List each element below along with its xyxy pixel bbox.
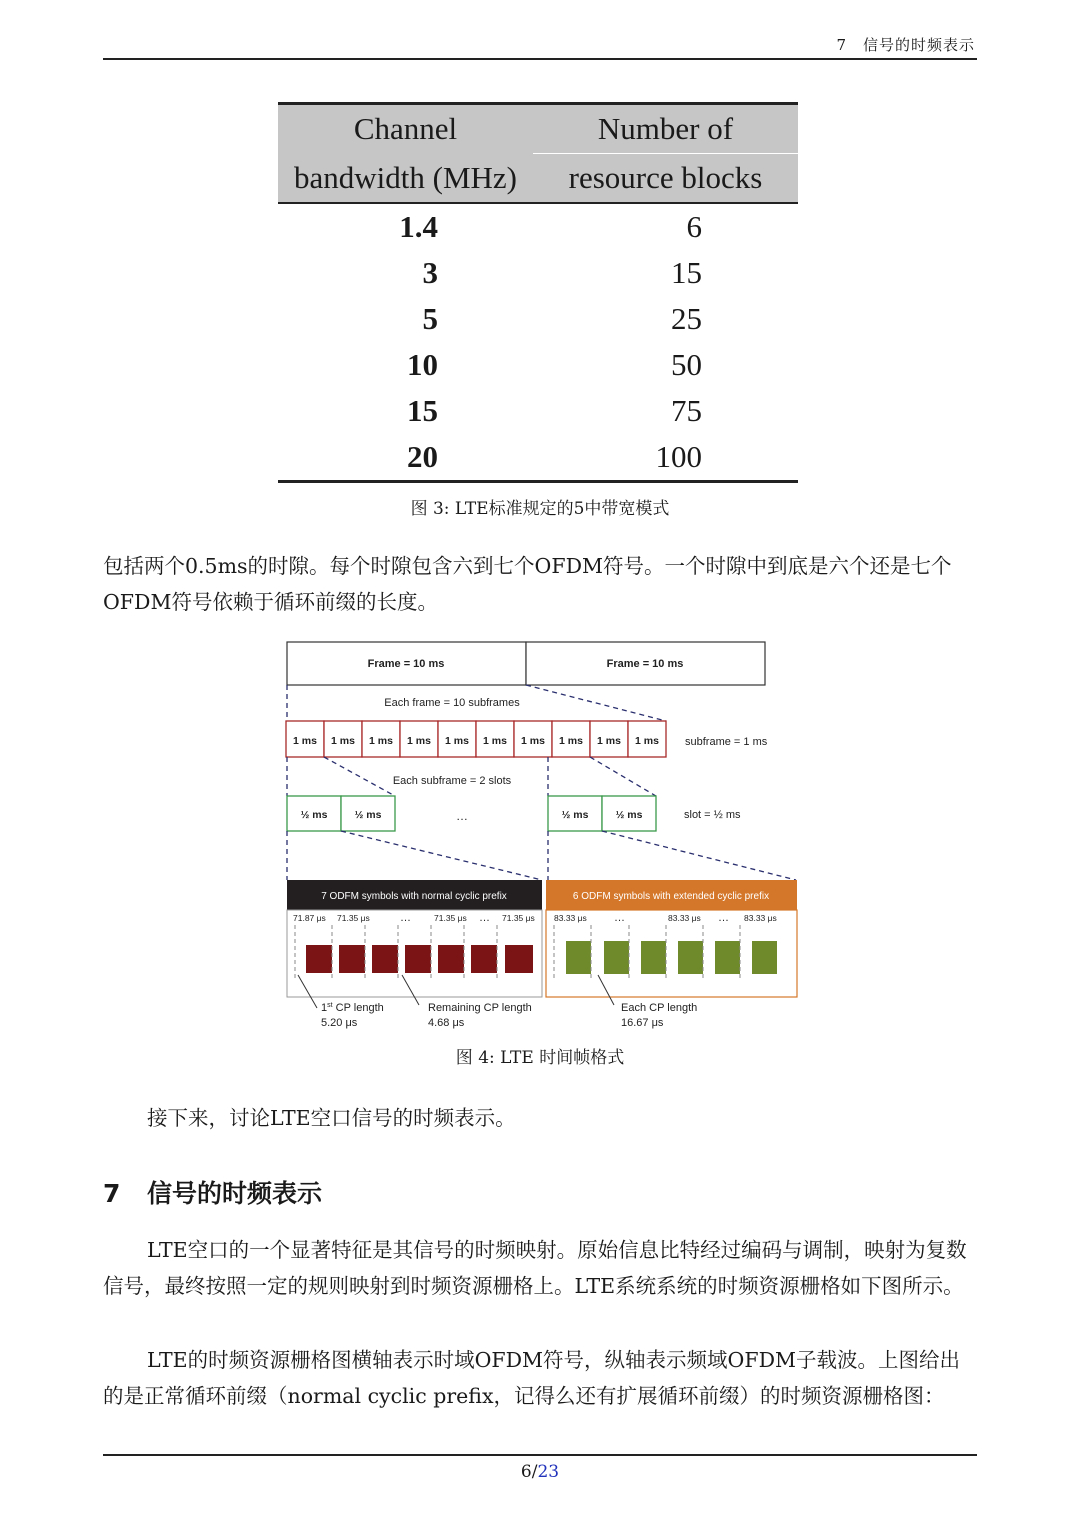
blocks-cell: 50 xyxy=(671,347,702,382)
extended-time-label: 83.33 μs xyxy=(668,913,701,923)
bandwidth-table xyxy=(278,102,798,483)
table-row xyxy=(278,434,798,482)
subframe-label: 1 ms xyxy=(635,735,659,747)
bandwidth-cell: 10 xyxy=(407,347,438,382)
table-row xyxy=(278,203,798,250)
table-row xyxy=(278,250,798,296)
bandwidth-cell: 3 xyxy=(422,255,438,290)
slot-label: ½ ms xyxy=(300,809,328,821)
table-row xyxy=(278,296,798,342)
subframe-label: 1 ms xyxy=(445,735,469,747)
bandwidth-cell: 20 xyxy=(278,434,533,482)
extended-cp-title: 6 ODFM symbols with extended cyclic prefix xyxy=(572,891,770,902)
bandwidth-cell: 1.4 xyxy=(399,209,438,244)
subframe-label: 1 ms xyxy=(293,735,317,747)
lte-frame-diagram xyxy=(284,640,804,1032)
section-heading xyxy=(103,1174,322,1210)
subframe-label: 1 ms xyxy=(559,735,583,747)
normal-time-label: 71.35 μs xyxy=(502,913,535,923)
remaining-cp-length-label: Remaining CP length xyxy=(428,1002,532,1014)
extended-time-label: 83.33 μs xyxy=(744,913,777,923)
each-cp-length-label: Each CP length xyxy=(621,1002,698,1014)
subframe-label: 1 ms xyxy=(597,735,621,747)
blocks-cell: 25 xyxy=(671,301,702,336)
slot-ellipsis: … xyxy=(456,809,468,823)
bandwidth-cell: 5 xyxy=(422,301,438,336)
each-cp-length-value: 16.67 μs xyxy=(621,1017,664,1029)
footer-rule xyxy=(103,1454,977,1456)
remaining-cp-length-value: 4.68 μs xyxy=(428,1017,465,1029)
extended-ellipsis: … xyxy=(614,912,625,924)
extended-time-label: 83.33 μs xyxy=(554,913,587,923)
header-channel-line2: bandwidth (MHz) xyxy=(278,154,533,204)
slot-label: ½ ms xyxy=(354,809,382,821)
paragraph-mapping: LTE空口的一个显著特征是其信号的时频映射。原始信息比特经过编码与调制，映射为复数信号，最终按照一定的规则映射到时频资源栅格上。LTE系统系统的时频资源栅格如下图所示。 xyxy=(103,1238,967,1298)
normal-ellipsis: … xyxy=(400,912,411,924)
first-cp-length-value: 5.20 μs xyxy=(321,1017,358,1029)
table-row xyxy=(278,388,798,434)
slot-label: ½ ms xyxy=(615,809,643,821)
each-subframe-label: Each subframe = 2 slots xyxy=(392,775,512,787)
table-row xyxy=(278,342,798,388)
running-header-text: 7 信号的时频表示 xyxy=(836,36,975,54)
normal-time-label: 71.87 μs xyxy=(293,913,326,923)
subframe-label: 1 ms xyxy=(521,735,545,747)
normal-ellipsis: … xyxy=(479,912,490,924)
blocks-cell: 15 xyxy=(671,255,702,290)
page-number xyxy=(0,1462,1080,1482)
normal-time-label: 71.35 μs xyxy=(337,913,370,923)
slot-eq-label: slot = ½ ms xyxy=(684,809,741,821)
normal-time-label: 71.35 μs xyxy=(434,913,467,923)
subframe-label: 1 ms xyxy=(407,735,431,747)
header-rb-line2: resource blocks xyxy=(533,154,798,204)
normal-cp-title: 7 ODFM symbols with normal cyclic prefix xyxy=(321,891,507,902)
figure-4-caption: 图 4: LTE 时间帧格式 xyxy=(455,1048,625,1068)
subframe-eq-label: subframe = 1 ms xyxy=(685,736,768,748)
paragraph-next: 接下来，讨论LTE空口信号的时频表示。 xyxy=(147,1106,516,1130)
frame-label-1: Frame = 10 ms xyxy=(367,658,445,670)
page-total-link[interactable]: 23 xyxy=(537,1462,560,1482)
bandwidth-cell: 15 xyxy=(407,393,438,428)
first-cp-length-label: 1st CP length xyxy=(321,1002,384,1014)
subframe-label: 1 ms xyxy=(483,735,507,747)
blocks-cell: 100 xyxy=(533,434,798,482)
subframe-row xyxy=(286,721,666,757)
subframe-label: 1 ms xyxy=(369,735,393,747)
subframe-label: 1 ms xyxy=(331,735,355,747)
section-number: 7 xyxy=(103,1179,121,1208)
paragraph-slots: 包括两个0.5ms的时隙。每个时隙包含六到七个OFDM符号。一个时隙中到底是六个还是七个OFDM符号依赖于循环前缀的长度。 xyxy=(103,554,952,614)
section-title: 信号的时频表示 xyxy=(147,1179,323,1208)
running-header xyxy=(103,34,977,60)
frame-label-2: Frame = 10 ms xyxy=(606,658,684,670)
each-frame-label: Each frame = 10 subframes xyxy=(384,697,520,709)
paragraph-grid: LTE的时频资源栅格图横轴表示时域OFDM符号，纵轴表示频域OFDM子载波。上图给出的是正常循环前缀（normal cyclic prefix，记得么还有扩展循环前缀）的时频资源栅格图： xyxy=(103,1348,960,1408)
figure-3-caption: 图 3: LTE标准规定的5中带宽模式 xyxy=(410,499,670,519)
blocks-cell: 75 xyxy=(671,393,702,428)
header-rb-line1: Number of xyxy=(533,104,798,154)
slot-label: ½ ms xyxy=(561,809,589,821)
blocks-cell: 6 xyxy=(686,209,702,244)
extended-ellipsis: … xyxy=(718,912,729,924)
header-channel-line1: Channel xyxy=(278,104,533,154)
page-current: 6/ xyxy=(520,1462,538,1482)
